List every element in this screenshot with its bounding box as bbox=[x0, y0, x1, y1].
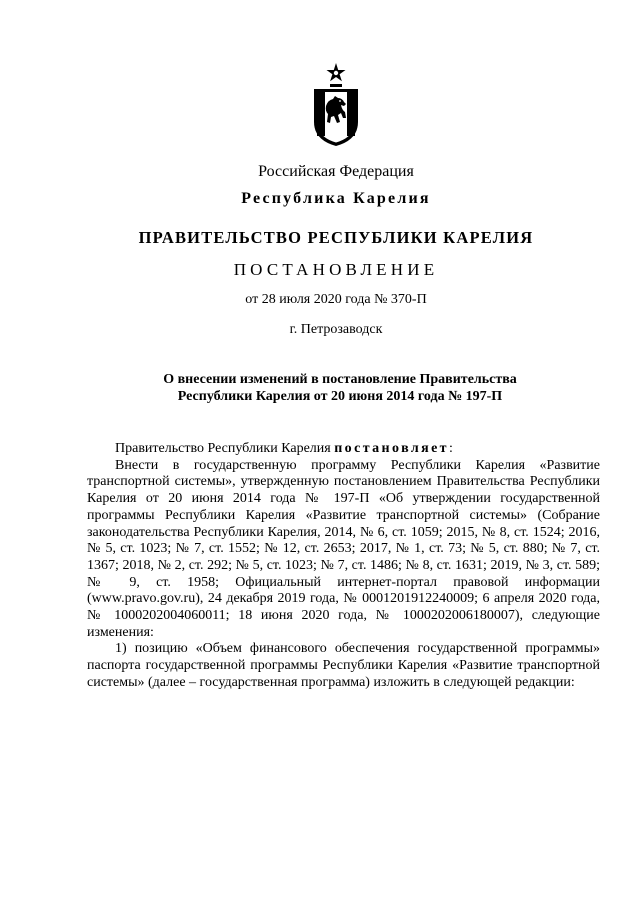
subject-line-2: Республики Карелия от 20 июня 2014 года № 197-П bbox=[177, 389, 503, 404]
intro-suffix: : bbox=[448, 441, 453, 456]
document-type: ПОСТАНОВЛЕНИЕ bbox=[233, 260, 439, 279]
paragraph-1: Внести в государственную программу Республики Карелия «Развитие транспортной системы», утвержденную постановлением Правительства Республики Карелия от 20 июня 2014 года № 197-П «Об утверждении государственной программы Республики Карелия «Развитие транспортной системы» (Собрание законодательства Республики Карелия, 2014, № 6, ст. 1059; 2015, № 8, ст. 1524; 2016, № 5, ст. 1023; № 7, ст. 1552; № 12, ст. 2653; 2017, № 1, ст. 73; № 5, ст. 880; № 7, ст. 1367; 2018, № 2, ст. 292; № 5, ст. 1023; № 7, ст. 1486; № 8, ст. 1631; 2019, № 3, ст. 589; № 9, ст. 1958; Официальный интернет-портал правовой информации (www.pravo.gov.ru), 24 декабря 2019 года, № 0001201912240009; 6 апреля 2020 года, № 1000202004060011; 18 июня 2020 года, № 1000202006180007), следующие изменения: bbox=[87, 457, 600, 640]
document-subject bbox=[130, 371, 550, 405]
government-title: ПРАВИТЕЛЬСТВО РЕСПУБЛИКИ КАРЕЛИЯ bbox=[138, 228, 534, 247]
paragraph-2: 1) позицию «Объем финансового обеспечения государственной программы» паспорта государственной программы Республики Карелия «Развитие транспортной системы» (далее – государственная программа) изложить в следующей редакции: bbox=[87, 641, 600, 690]
country-name: Российская Федерация bbox=[258, 163, 414, 180]
intro-prefix: Правительство Республики Карелия bbox=[115, 441, 335, 456]
republic-name: Республика Карелия bbox=[241, 190, 431, 207]
document-body bbox=[87, 441, 600, 692]
document-date-number: от 28 июля 2020 года № 370-П bbox=[245, 292, 427, 307]
intro-paragraph bbox=[87, 441, 600, 458]
document-city: г. Петрозаводск bbox=[289, 322, 383, 337]
intro-verb: постановляет bbox=[334, 441, 449, 456]
karelia-coat-of-arms-icon bbox=[311, 62, 361, 148]
subject-line-1: О внесении изменений в постановление Правительства bbox=[163, 372, 517, 387]
